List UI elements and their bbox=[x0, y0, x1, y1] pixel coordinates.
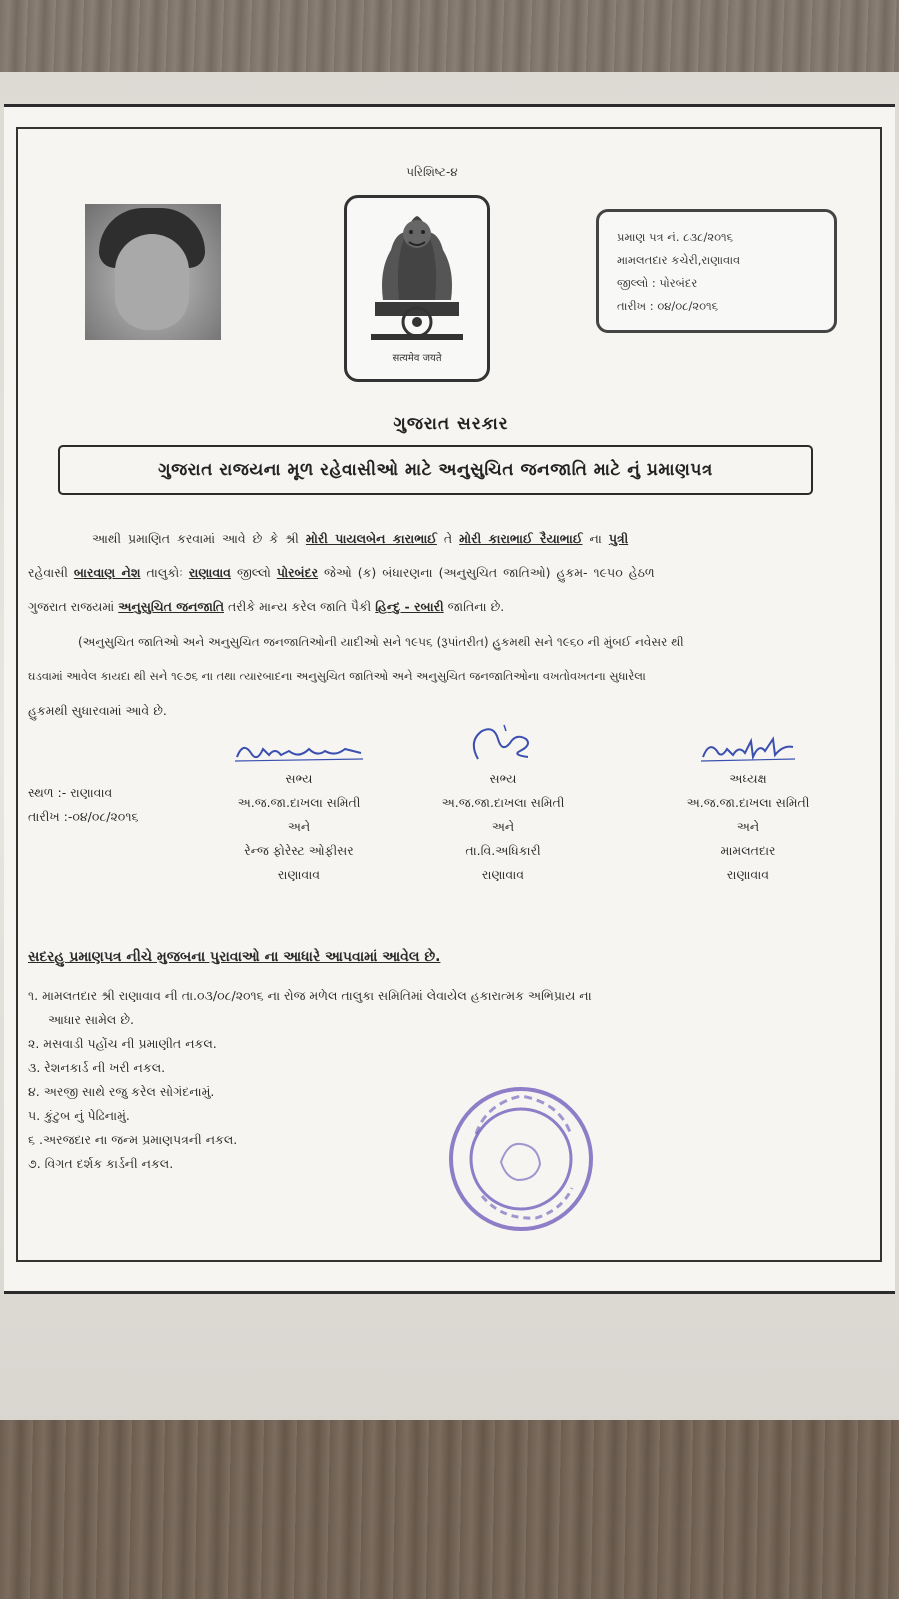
body-line-6: હુકમથી સુધારવામાં આવે છે. bbox=[28, 703, 167, 718]
body-text: ના bbox=[589, 531, 602, 546]
list-item: ૧. મામલતદાર શ્રી રાણાવાવ ની તા.૦૩/૦૮/૨૦૧૬ ના રોજ મળેલ તાલુકા સમિતિમાં લેવાયેલ હકારાત્મક અભિપ્રાય ના bbox=[28, 988, 592, 1003]
taluka: રાણાવાવ bbox=[188, 565, 231, 580]
date: તારીખ :-૦૪/૦૮/૨૦૧૬ bbox=[28, 809, 139, 824]
signatory-committee: અ.જ.જા.દાખલા સમિતી bbox=[686, 795, 810, 810]
applicant-name: મોરી પાયલબેન કારાભાઈ bbox=[305, 531, 437, 546]
body-line-1 bbox=[18, 531, 884, 547]
list-item: ૬ .અરજદાર ના જન્મ પ્રમાણપત્રની નકલ. bbox=[28, 1132, 238, 1147]
body-text: તરીકે માન્ય કરેલ જાતિ પૈકી bbox=[227, 599, 372, 614]
government-heading: ગુજરાત સરકાર bbox=[393, 414, 509, 434]
certificate-paper bbox=[4, 104, 895, 1294]
body-line-5: ઘડવામાં આવેલ કાયદા થી સને ૧૯૭૬ ના તથા ત્યારબાદના અનુસુચિત જાતિઓ અને અનુસુચિત જનજાતિઓના વખતોવખતના સુધારેલા bbox=[28, 669, 646, 683]
signature-icon bbox=[458, 721, 548, 767]
list-item: આધાર સામેલ છે. bbox=[48, 1012, 134, 1027]
signature-icon bbox=[229, 737, 369, 767]
place: સ્થળ :- રાણાવાવ bbox=[28, 785, 113, 800]
body-text: તે bbox=[443, 531, 453, 546]
certificate-border bbox=[16, 127, 882, 1262]
ashoka-emblem-icon bbox=[365, 210, 469, 348]
body-text: ગુજરાત રાજયમાં bbox=[28, 599, 115, 614]
body-text: તાલુકોઃ bbox=[146, 565, 183, 580]
signatory-forest-officer bbox=[214, 737, 384, 887]
certificate-number: પ્રમાણ પત્ર નં. ૮૩૮/૨૦૧૬ bbox=[617, 230, 734, 244]
list-item: ૪. અરજી સાથે રજુ કરેલ સોગંદનામું. bbox=[28, 1084, 215, 1099]
applicant-photo bbox=[85, 204, 221, 340]
place-date-block bbox=[28, 781, 138, 829]
signatory-role: સભ્ય bbox=[489, 771, 517, 786]
annex-label: પરિશિષ્ટ-૪ bbox=[406, 165, 458, 179]
list-item: ૩. રેશનકાર્ડ ની ખરી નકલ. bbox=[28, 1060, 166, 1075]
village: બારવાણ નેશ bbox=[73, 565, 141, 580]
certificate-title bbox=[58, 445, 813, 495]
list-item: ૨. મસવાડી પહોંચ ની પ્રમાણીત નકલ. bbox=[28, 1036, 217, 1051]
list-item: ૫. કુંટુબ નું પેઢિનામું. bbox=[28, 1108, 130, 1123]
body-line-4: (અનુસુચિત જાતિઓ અને અનુસુચિત જનજાતિઓની યાદીઓ સને ૧૯૫૬ (રૂપાંતરીત) હુકમથી સને ૧૯૬૦ ની મુંબઈ નવેસર થી bbox=[78, 635, 684, 649]
wooden-background-top bbox=[0, 0, 899, 75]
signatory-designation: મામલતદાર bbox=[720, 843, 776, 858]
signatory-designation: તા.વિ.અધિકારી bbox=[465, 843, 541, 858]
body-text: રહેવાસી bbox=[28, 565, 68, 580]
signatory-designation: રેન્જ ફોરેસ્ટ ઓફીસર bbox=[244, 843, 354, 858]
signature-icon bbox=[693, 733, 803, 767]
signatory-location: રાણાવાવ bbox=[481, 867, 525, 882]
relation: પુત્રી bbox=[608, 531, 629, 546]
father-name: મોરી કારાભાઈ રૈયાભાઈ bbox=[459, 531, 583, 546]
caste: હિન્દુ - રબારી bbox=[375, 599, 444, 614]
body-line-3 bbox=[18, 599, 884, 615]
signatory-committee: અ.જ.જા.દાખલા સમિતી bbox=[441, 795, 565, 810]
signatory-location: રાણાવાવ bbox=[726, 867, 770, 882]
signatory-and: અને bbox=[287, 819, 311, 834]
body-text: જેઓ (ક) બંધારણના (અનુસુચિત જાતિઓ) હુકમ- ૧૯૫૦ હેઠળ bbox=[324, 565, 655, 580]
issuing-district: જીલ્લો : પોરબંદર bbox=[617, 276, 698, 290]
signatory-taluka-officer bbox=[418, 721, 588, 887]
list-item: ૭. વિગત દર્શક કાર્ડની નકલ. bbox=[28, 1156, 174, 1171]
district: પોરબંદર bbox=[276, 565, 319, 580]
signatory-committee: અ.જ.જા.દાખલા સમિતી bbox=[237, 795, 361, 810]
certificate-number-box bbox=[596, 209, 837, 333]
body-line-2 bbox=[18, 565, 884, 581]
category: અનુસુચિત જનજાતિ bbox=[118, 599, 224, 614]
issuing-office: મામલતદાર કચેરી,રાણાવાવ bbox=[617, 253, 741, 267]
body-text: જીલ્લો bbox=[236, 565, 271, 580]
basis-heading: સદરહુ પ્રમાણપત્ર નીચે મુજબના પુરાવાઓ ના આધારે આપવામાં આવેલ છે. bbox=[28, 949, 441, 965]
signatory-and: અને bbox=[491, 819, 515, 834]
signatory-role: સભ્ય bbox=[285, 771, 313, 786]
signatory-role: અધ્યક્ષ bbox=[729, 771, 767, 786]
national-emblem-box bbox=[344, 195, 490, 382]
certificate-title-text: ગુજરાત રાજયના મૂળ રહેવાસીઓ માટે અનુસુચિત જનજાતિ માટે નું પ્રમાણપત્ર bbox=[158, 460, 713, 480]
issue-date: તારીખ : ૦૪/૦૮/૨૦૧૬ bbox=[617, 299, 719, 313]
signatory-location: રાણાવાવ bbox=[277, 867, 321, 882]
office-stamp-icon bbox=[446, 1084, 596, 1234]
wooden-background-bottom bbox=[0, 1420, 899, 1599]
body-text: આથી પ્રમાણિત કરવામાં આવે છે કે શ્રી bbox=[92, 531, 299, 546]
body-text: જાતિના છે. bbox=[447, 599, 505, 614]
signatory-mamlatdar bbox=[663, 733, 833, 887]
photo-face bbox=[115, 234, 189, 330]
emblem-motto: सत्यमेव जयते bbox=[392, 353, 442, 364]
signatory-and: અને bbox=[736, 819, 760, 834]
